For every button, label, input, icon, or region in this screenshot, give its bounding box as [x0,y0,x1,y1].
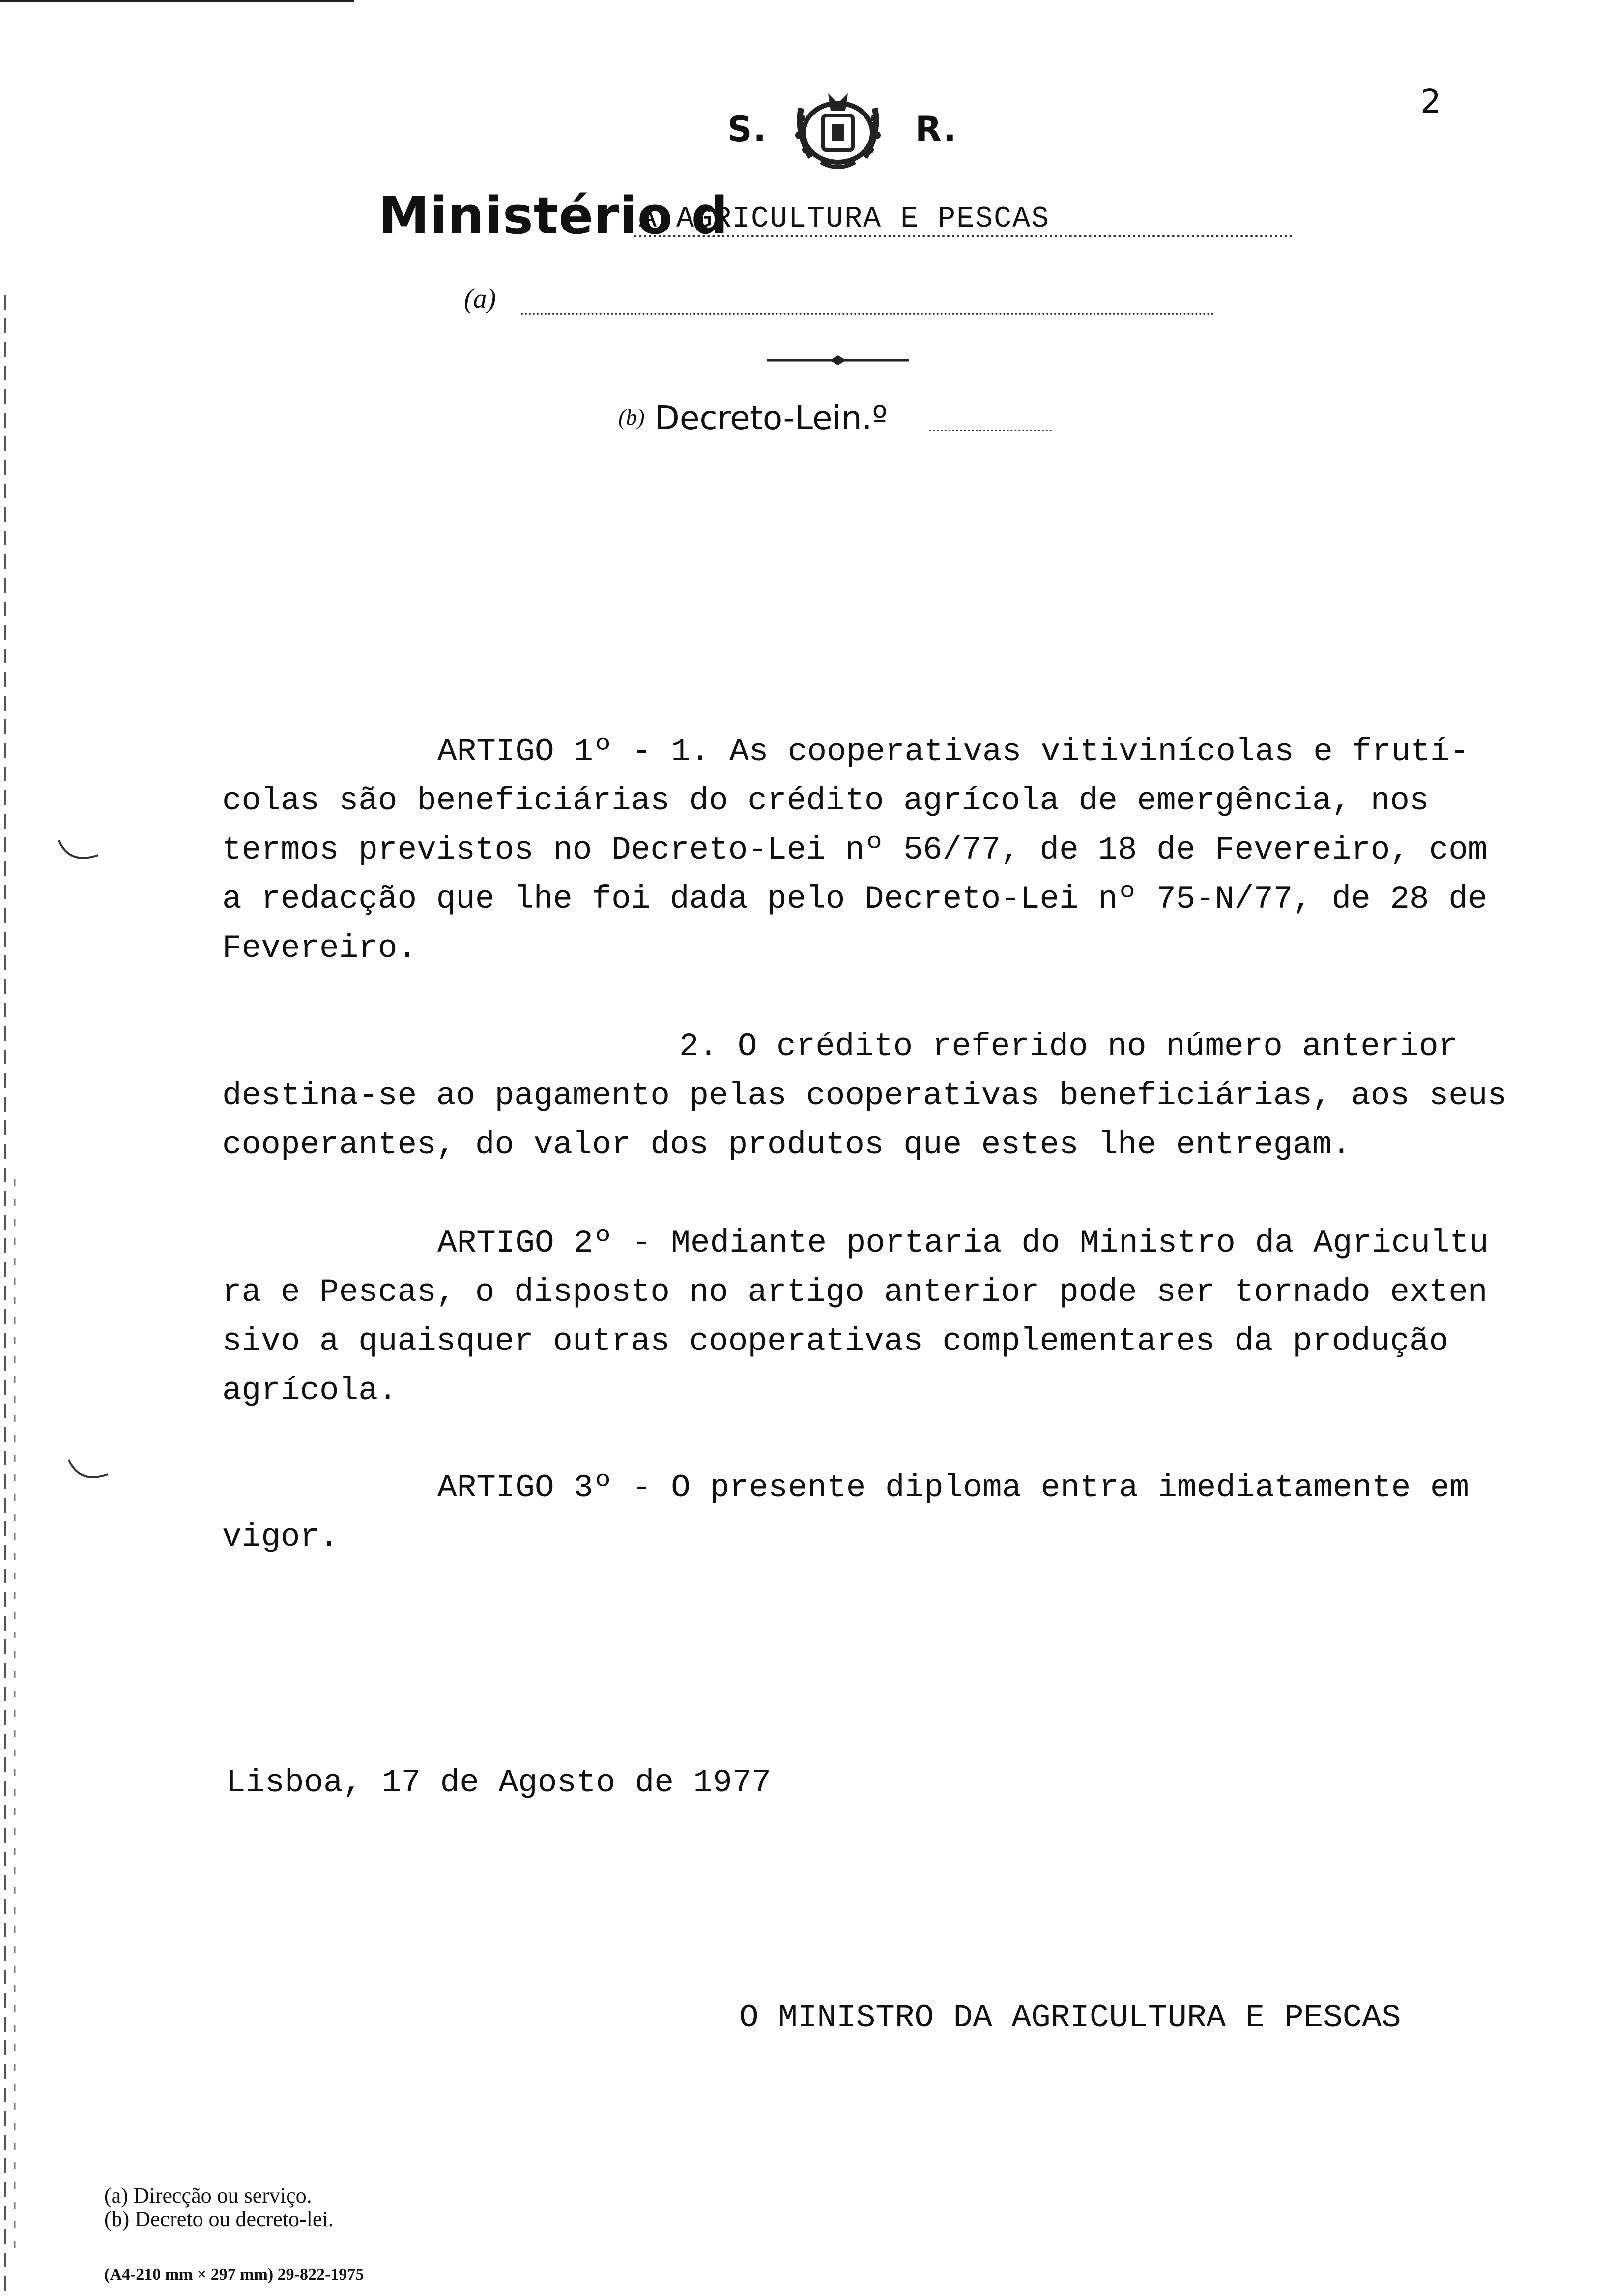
footnote-b: (b) Decreto ou decreto-lei. [104,2207,334,2231]
article-3-first-line: ARTIGO 3º - O presente diploma entra imediatamente em [437,1469,1469,1506]
coat-of-arms-icon [786,88,890,172]
ministry-heading: Ministério d [378,186,729,246]
minister-signature-line: O MINISTRO DA AGRICULTURA E PESCAS [739,1999,1401,2036]
article-2-first-line: ARTIGO 2º - Mediante portaria do Ministro da Agricultu [437,1225,1489,1262]
scan-edge-marks [0,0,59,2296]
article-1-first-line: ARTIGO 1º - 1. As cooperativas vitivinícolas e frutí- [437,733,1469,770]
article-1-paragraph-2: destina-se ao pagamento pelas cooperativas beneficiárias, aos seus cooperantes, do valor dos produtos que estes lhe entregam. [222,1077,1507,1163]
margin-mark [54,831,103,875]
decree-heading: Decreto-Lein.º [655,399,888,437]
letterhead-left-letter: S. [727,109,768,149]
decree-type-label: (b) [618,404,645,430]
directorate-label: (a) [464,284,496,314]
article-3-body: vigor. [222,1519,339,1555]
ministry-dotted-line [634,235,1293,237]
article-1-paragraph-1: colas são beneficiárias do crédito agrícola de emergência, nos termos previstos no Decreto-Lei nº 56/77, de 18 de Fevereiro, com a redacção que lhe foi dada pelo Decreto-Lei nº 75-N/77, de 28 de Fevereiro. [222,782,1488,967]
article-2-body: ra e Pescas, o disposto no artigo anterior pode ser tornado exten sivo a quaisquer outras cooperativas complementares da produção agrícola. [222,1274,1488,1409]
ministry-name: A AGRICULTURA E PESCAS [639,202,1050,236]
decree-number-dotted-line [929,430,1052,431]
place-and-date: Lisboa, 17 de Agosto de 1977 [226,1764,771,1801]
letterhead-right-letter: R. [915,109,957,149]
page-number: 2 [1420,83,1441,120]
margin-mark [64,1450,113,1494]
article-1-paragraph-2-first-line: 2. O crédito referido no número anterior [679,1028,1458,1065]
ornamental-divider [767,354,909,367]
directorate-dotted-line [521,313,1214,315]
footnote-a: (a) Direcção ou serviço. [104,2183,312,2208]
form-code: (A4-210 mm × 297 mm) 29-822-1975 [104,2266,364,2284]
